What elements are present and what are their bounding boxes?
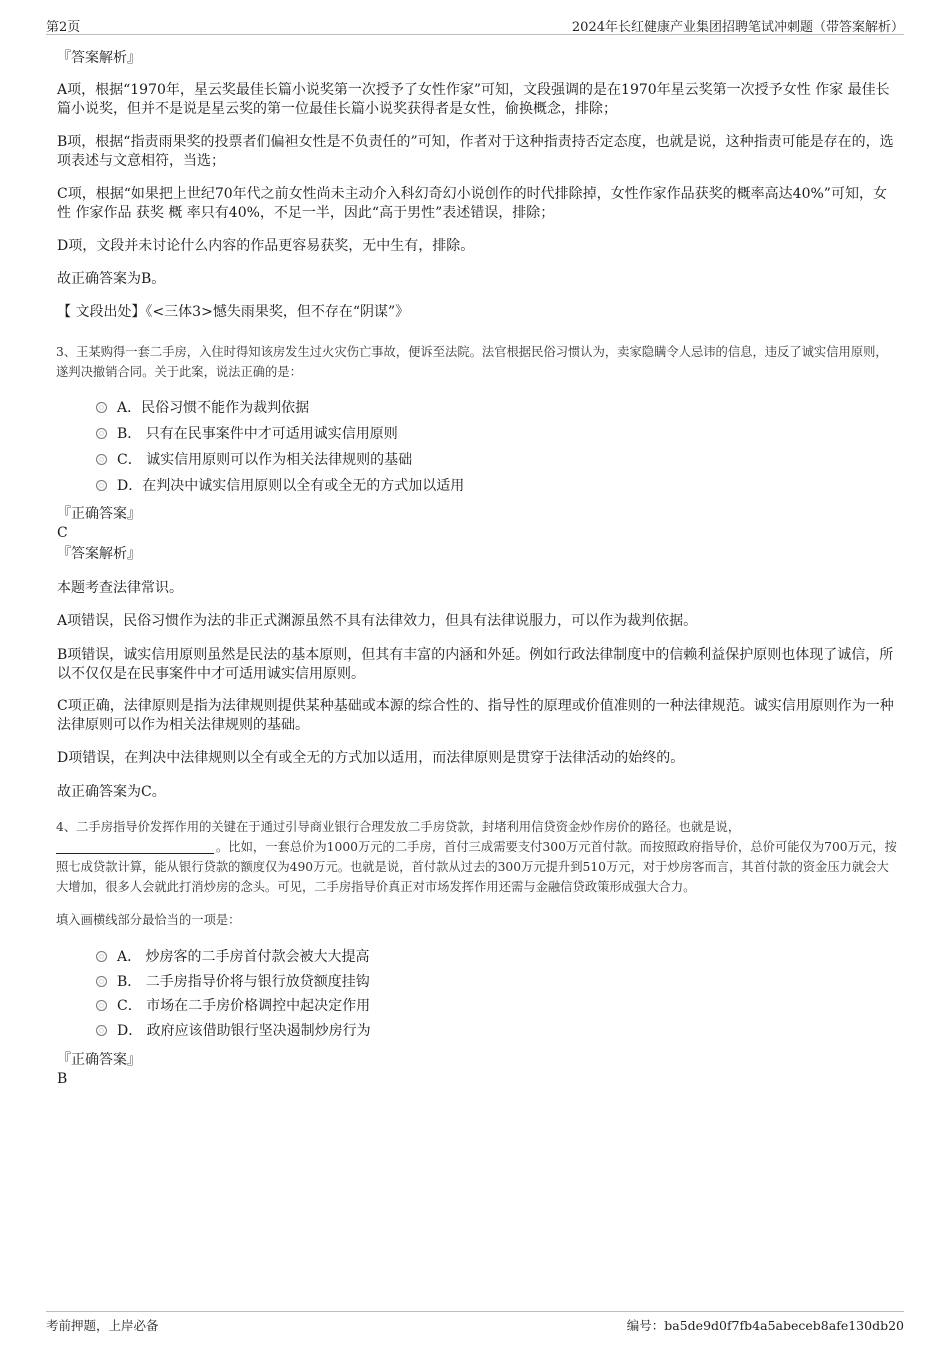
radio-icon[interactable] <box>96 402 107 413</box>
radio-icon[interactable] <box>96 454 107 465</box>
q4-prompt: 填入画横线部分最恰当的一项是： <box>56 913 241 927</box>
q2-analysis-d: D项，文段并未讨论什么内容的作品更容易获奖，无中生有，排除。 <box>57 238 475 254</box>
q4-option-a[interactable]: A． 炒房客的二手房首付款会被大大提高 <box>96 947 370 967</box>
q2-source: 【 文段出处】《<三体3>憾失雨果奖，但不存在“阴谋”》 <box>57 304 410 320</box>
radio-icon[interactable] <box>96 428 107 439</box>
q3-conclusion: 故正确答案为C。 <box>57 784 166 800</box>
q3-analysis-b: B项错误，诚实信用原则虽然是民法的基本原则，但其有丰富的内涵和外延。例如行政法律制度中的信赖利益保护原则也体现了诚信，所以不仅仅是在民事案件中才可适用诚实信用原则。 <box>57 647 894 682</box>
q4-option-b[interactable]: B． 二手房指导价将与银行放贷额度挂钩 <box>96 972 370 992</box>
q3-stem: 3、王某购得一套二手房，入住时得知该房发生过火灾伤亡事故，便诉至法院。法官根据民俗习惯认为，卖家隐瞒令人忌讳的信息，违反了诚实信用原则，遂判决撤销合同。关于此案，说法正确的是： <box>56 345 888 379</box>
radio-icon[interactable] <box>96 951 107 962</box>
q2-analysis-a: A项，根据“1970年，星云奖最佳长篇小说奖第一次授予了女性作家”可知，文段强调的是在1970年星云奖第一次授予女性 作家 最佳长篇小说奖，但并不是说是星云奖的第一位最佳长篇小说奖获得者是女性，偷换概念，排除； <box>57 82 890 117</box>
q3-option-a[interactable]: A．民俗习惯不能作为裁判依据 <box>96 398 309 418</box>
radio-icon[interactable] <box>96 480 107 491</box>
fill-blank <box>56 839 214 854</box>
page-footer <box>46 1311 904 1334</box>
radio-icon[interactable] <box>96 976 107 987</box>
q3-answer: C <box>57 525 68 541</box>
document-id: 编号：ba5de9d0f7fb4a5abeceb8afe130db20 <box>626 1318 904 1333</box>
q4-answer: B <box>57 1071 68 1087</box>
document-title: 2024年长红健康产业集团招聘笔试冲刺题（带答案解析） <box>571 20 904 35</box>
q2-analysis-b: B项，根据“指责雨果奖的投票者们偏袒女性是不负责任的”可知，作者对于这种指责持否定态度，也就是说，这种指责可能是存在的，选项表述与文意相符，当选； <box>57 134 894 169</box>
q3-answer-label: 『正确答案』 <box>57 506 141 522</box>
footer-slogan: 考前押题，上岸必备 <box>46 1318 159 1333</box>
q2-analysis-title: 『答案解析』 <box>57 50 141 66</box>
q2-conclusion: 故正确答案为B。 <box>57 271 166 287</box>
q3-analysis-a: A项错误，民俗习惯作为法的非正式渊源虽然不具有法律效力，但具有法律说服力，可以作为裁判依据。 <box>57 613 698 629</box>
q4-stem: 4、二手房指导价发挥作用的关键在于通过引导商业银行合理发放二手房贷款，封堵利用信贷资金炒作房价的路径。也就是说，。比如，一套总价为1000万元的二手房，首付三成需要支付300万元首付款。而按照政府指导价，总价可能仅为700万元，按照七成贷款计算，能从银行贷款的额度仅为490万元。也就是说，首付款从过去的300万元提升到510万元，对于炒房客而言，其首付款的资金压力就会大大增加，很多人会就此打消炒房的念头。可见，二手房指导价真正对市场发挥作用还需与金融信贷政策形成强大合力。 <box>56 820 897 894</box>
q4-answer-label: 『正确答案』 <box>57 1052 141 1068</box>
q2-analysis-c: C项，根据“如果把上世纪70年代之前女性尚未主动介入科幻奇幻小说创作的时代排除掉，女性作家作品获奖的概率高达40%”可知，女性 作家作品 获奖 概 率只有40%，不足一半，因此“高于男性”表述错误，排除； <box>57 186 887 221</box>
q4-option-d[interactable]: D． 政府应该借助银行坚决遏制炒房行为 <box>96 1021 371 1041</box>
radio-icon[interactable] <box>96 1000 107 1011</box>
q3-option-c[interactable]: C． 诚实信用原则可以作为相关法律规则的基础 <box>96 450 412 470</box>
page-number: 第2页 <box>46 20 81 35</box>
q3-option-b[interactable]: B． 只有在民事案件中才可适用诚实信用原则 <box>96 424 398 444</box>
q4-option-c[interactable]: C． 市场在二手房价格调控中起决定作用 <box>96 996 370 1016</box>
q3-analysis-c: C项正确，法律原则是指为法律规则提供某种基础或本源的综合性的、指导性的原理或价值准则的一种法律规范。诚实信用原则作为一种法律原则可以作为相关法律规则的基础。 <box>57 698 894 733</box>
q3-intro: 本题考查法律常识。 <box>57 580 183 596</box>
radio-icon[interactable] <box>96 1025 107 1036</box>
q3-analysis-d: D项错误，在判决中法律规则以全有或全无的方式加以适用，而法律原则是贯穿于法律活动的始终的。 <box>57 750 685 766</box>
page-header <box>46 12 904 35</box>
q3-option-d[interactable]: D．在判决中诚实信用原则以全有或全无的方式加以适用 <box>96 476 464 496</box>
q3-analysis-title: 『答案解析』 <box>57 546 141 562</box>
